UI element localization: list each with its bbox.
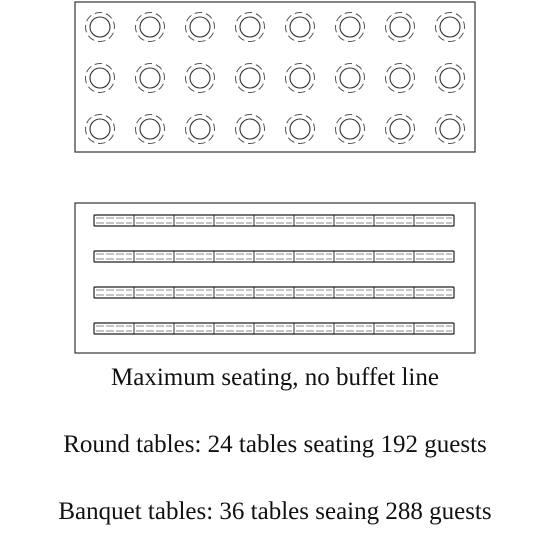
round-table: [331, 110, 369, 148]
table-chairs: [431, 59, 469, 97]
table-chairs: [81, 59, 119, 97]
table-chairs: [131, 59, 169, 97]
banquet-table: [414, 287, 454, 298]
banquet-table: [134, 323, 174, 334]
round-table: [231, 8, 269, 46]
banquet-table: [94, 323, 134, 334]
table-chairs: [331, 59, 369, 97]
banquet-table: [174, 251, 214, 262]
banquet-table: [254, 323, 294, 334]
banquet-row: [94, 251, 454, 262]
banquet-table: [294, 251, 334, 262]
table-chairs: [331, 110, 369, 148]
table-chairs: [381, 110, 419, 148]
round-table: [131, 59, 169, 97]
banquet-tables-summary: Banquet tables: 36 tables seaing 288 guests: [58, 498, 492, 525]
banquet-table: [214, 323, 254, 334]
round-table: [181, 110, 219, 148]
banquet-table: [294, 323, 334, 334]
table-chairs: [181, 110, 219, 148]
layout-title: Maximum seating, no buffet line: [111, 364, 439, 391]
banquet-table: [414, 323, 454, 334]
banquet-row-outline: [94, 215, 454, 226]
banquet-table: [414, 215, 454, 226]
table-chairs: [131, 110, 169, 148]
banquet-table: [214, 215, 254, 226]
banquet-table: [254, 215, 294, 226]
banquet-table: [374, 323, 414, 334]
table-chairs: [431, 8, 469, 46]
banquet-row: [94, 287, 454, 298]
table-chairs: [81, 110, 119, 148]
banquet-table: [294, 287, 334, 298]
round-table: [231, 110, 269, 148]
banquet-table: [94, 287, 134, 298]
round-tables-summary: Round tables: 24 tables seating 192 guests: [63, 431, 487, 458]
banquet-table: [374, 287, 414, 298]
table-chairs: [181, 8, 219, 46]
round-table: [131, 8, 169, 46]
table-chairs: [131, 8, 169, 46]
table-chairs: [281, 59, 319, 97]
round-tables-room: [75, 2, 475, 152]
round-table: [381, 8, 419, 46]
table-chairs: [81, 8, 119, 46]
round-table: [431, 8, 469, 46]
table-chairs: [231, 8, 269, 46]
banquet-table: [134, 215, 174, 226]
banquet-table: [134, 287, 174, 298]
round-table: [281, 59, 319, 97]
banquet-table: [374, 251, 414, 262]
banquet-table: [414, 251, 454, 262]
round-table: [131, 110, 169, 148]
round-table: [281, 110, 319, 148]
table-chairs: [281, 110, 319, 148]
banquet-table: [174, 287, 214, 298]
round-table: [81, 110, 119, 148]
banquet-tables-group: [94, 215, 454, 334]
banquet-table: [94, 251, 134, 262]
round-table: [181, 59, 219, 97]
banquet-table: [334, 323, 374, 334]
round-table: [431, 59, 469, 97]
banquet-table: [374, 215, 414, 226]
table-chairs: [381, 59, 419, 97]
table-chairs: [331, 8, 369, 46]
table-chairs: [381, 8, 419, 46]
banquet-table: [94, 215, 134, 226]
banquet-table: [174, 215, 214, 226]
round-table: [81, 8, 119, 46]
banquet-table: [254, 287, 294, 298]
table-chairs: [181, 59, 219, 97]
round-table: [81, 59, 119, 97]
round-table: [181, 8, 219, 46]
table-chairs: [281, 8, 319, 46]
round-table: [431, 110, 469, 148]
round-table: [381, 59, 419, 97]
banquet-table: [334, 251, 374, 262]
banquet-table: [174, 323, 214, 334]
banquet-row: [94, 323, 454, 334]
banquet-table: [334, 215, 374, 226]
round-table: [381, 110, 419, 148]
banquet-table: [334, 287, 374, 298]
banquet-row-outline: [94, 323, 454, 334]
round-table: [331, 8, 369, 46]
banquet-table: [294, 215, 334, 226]
banquet-table: [134, 251, 174, 262]
round-table: [281, 8, 319, 46]
banquet-row-outline: [94, 251, 454, 262]
round-table: [331, 59, 369, 97]
round-table: [231, 59, 269, 97]
banquet-table: [214, 287, 254, 298]
table-chairs: [231, 110, 269, 148]
banquet-table: [214, 251, 254, 262]
round-tables-group: [81, 8, 469, 148]
banquet-table: [254, 251, 294, 262]
banquet-row: [94, 215, 454, 226]
banquet-row-outline: [94, 287, 454, 298]
table-chairs: [431, 110, 469, 148]
table-chairs: [231, 59, 269, 97]
